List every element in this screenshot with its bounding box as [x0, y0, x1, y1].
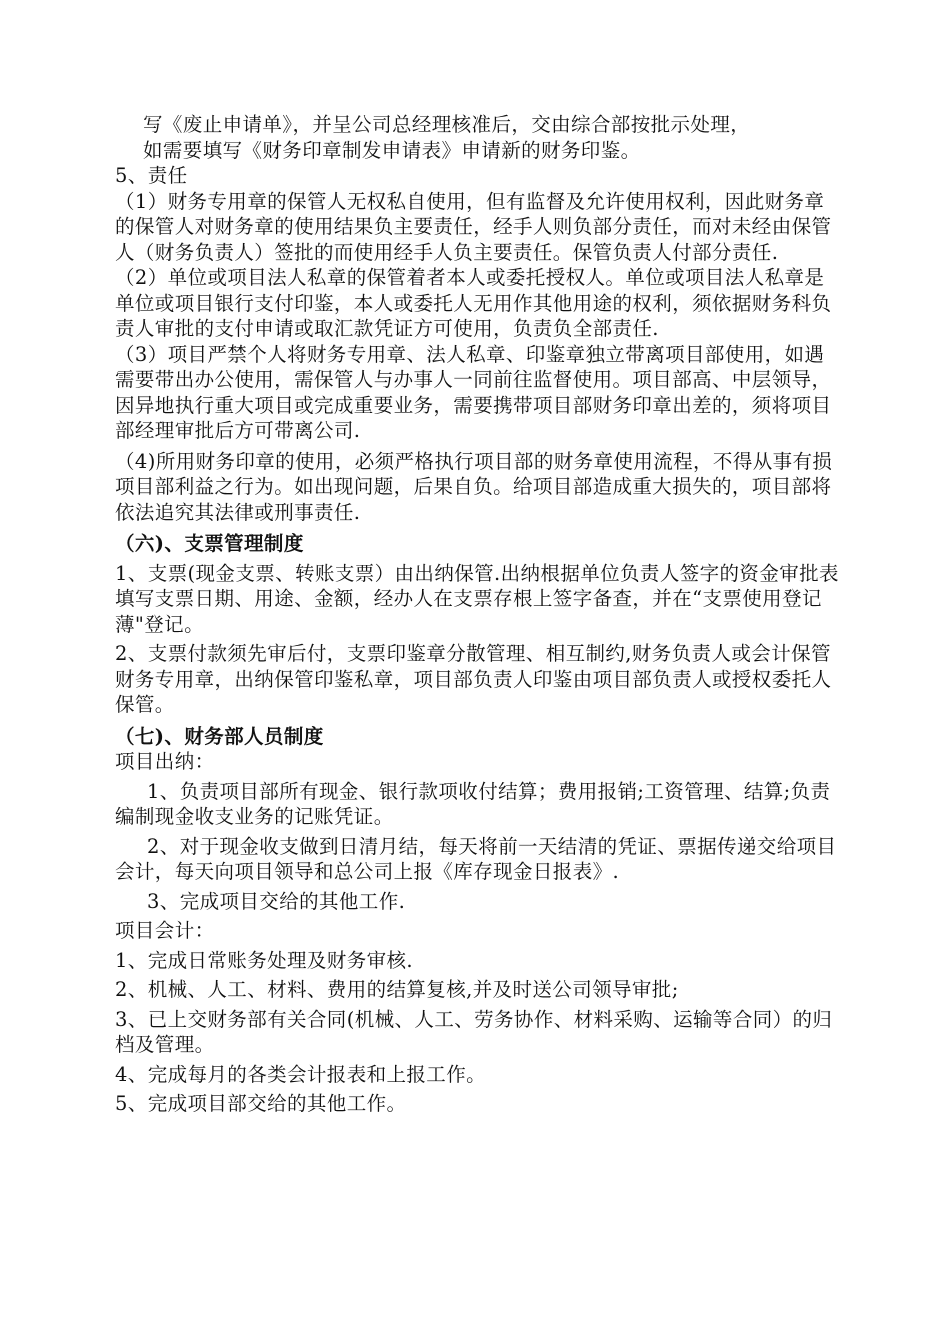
- accountant-item-1: 1、完成日常账务处理及财务审核.: [115, 948, 414, 972]
- responsibility-title: 5、责任: [115, 164, 188, 187]
- accountant-item-2: 2、机械、人工、材料、费用的结算复核,并及时送公司领导审批;: [115, 978, 679, 1001]
- continuation-line-2: 如需要填写《财务印章制发申请表》申请新的财务印鉴。: [143, 138, 641, 162]
- cheque-item-2: 2、支票付款须先审后付，支票印鉴章分散管理、相互制约,财务负责人或会计保管财务专用章，出纳保管印鉴私章，项目部负责人印鉴由项目部负责人或授权委托人保管。: [115, 642, 832, 716]
- accountant-label: 项目会计：: [115, 919, 215, 942]
- document-body: [115, 112, 840, 1117]
- cheque-item-1: 1、支票(现金支票、转账支票）由出纳保管.出纳根据单位负责人签字的资金审批表填写支票日期、用途、金额，经办人在支票存根上签字备查，并在“支票使用登记薄"登记。: [115, 561, 839, 636]
- cashier-item-1: 1、负责项目部所有现金、银行款项收付结算；费用报销;工资管理、结算;负责编制现金收支业务的记账凭证。: [115, 779, 831, 828]
- staff-section-heading: （七)、财务部人员制度: [115, 724, 324, 748]
- cashier-label: 项目出纳：: [115, 750, 215, 773]
- responsibility-item-2: （2）单位或项目法人私章的保管着者本人或委托授权人。单位或项目法人私章是单位或项目银行支付印鉴，本人或委托人无用作其他用途的权利，须依据财务科负责人审批的支付申请或取汇款凭证方可使用，负责负全部责任.: [115, 266, 832, 340]
- accountant-item-5: 5、完成项目部交给的其他工作。: [115, 1092, 407, 1115]
- cashier-item-3: 3、完成项目交给的其他工作.: [147, 889, 406, 913]
- accountant-item-4: 4、完成每月的各类会计报表和上报工作。: [115, 1062, 487, 1086]
- responsibility-item-4: （4)所用财务印章的使用，必须严格执行项目部的财务章使用流程，不得从事有损项目部利益之行为。如出现问题，后果自负。给项目部造成重大损失的，项目部将依法追究其法律或刑事责任.: [115, 449, 833, 524]
- responsibility-item-1: （1）财务专用章的保管人无权私自使用，但有监督及允许使用权利，因此财务章的保管人对财务章的使用结果负主要责任，经手人则负部分责任，而对未经由保管人（财务负责人）签批的而使用经手人负主要责任。保管负责人付部分责任.: [115, 189, 832, 264]
- accountant-item-3: 3、已上交财务部有关合同(机械、人工、劳务协作、材料采购、运输等合同）的归档及管理。: [115, 1007, 833, 1056]
- cashier-item-2: 2、对于现金收支做到日清月结，每天将前一天结清的凭证、票据传递交给项目会计，每天向项目领导和总公司上报《库存现金日报表》.: [115, 834, 837, 883]
- cheque-section-heading: （六)、支票管理制度: [115, 532, 304, 555]
- responsibility-item-3: （3）项目严禁个人将财务专用章、法人私章、印鉴章独立带离项目部使用，如遇需要带出办公使用，需保管人与办事人一同前往监督使用。项目部高、中层领导，因异地执行重大项目或完成重要业务，需要携带项目部财务印章出差的，须将项目部经理审批后方可带离公司.: [115, 342, 832, 442]
- continuation-line-1: 写《废止申请单》，并呈公司总经理核准后，交由综合部按批示处理，: [143, 113, 751, 136]
